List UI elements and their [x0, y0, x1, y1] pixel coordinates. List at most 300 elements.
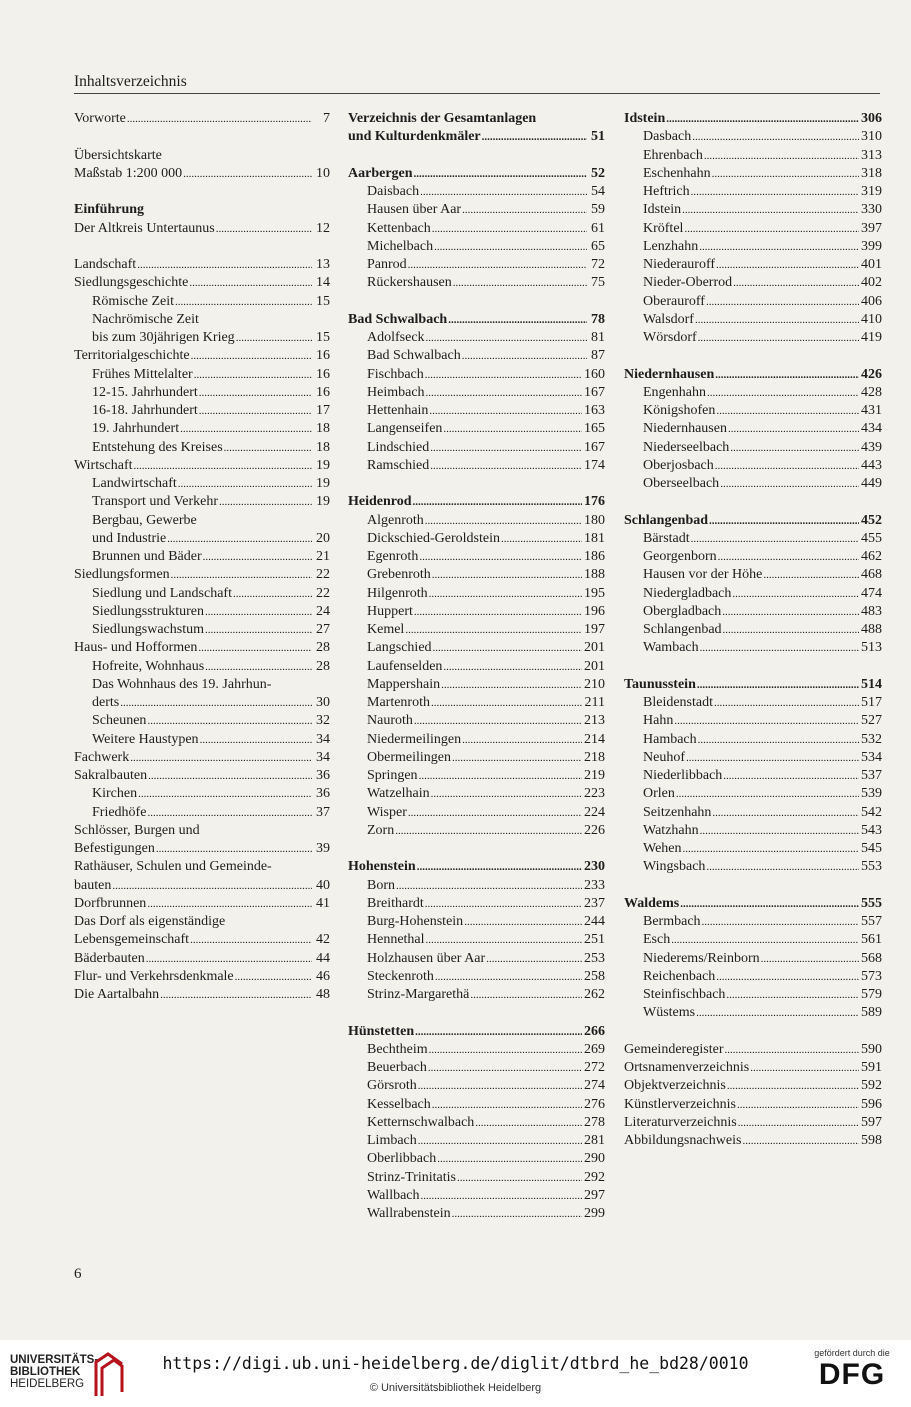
toc-entry-title: Egenroth [367, 549, 419, 564]
toc-entry-page: 201 [584, 658, 605, 674]
toc-dot-leader [190, 931, 312, 949]
toc-entry-title: 16-18. Jahrhundert [92, 403, 198, 418]
toc-entry-page: 402 [861, 275, 882, 291]
toc-entry-title: Dickschied-Geroldstein [367, 530, 500, 546]
toc-entry-page: 561 [861, 932, 882, 948]
toc-dot-leader [727, 1077, 859, 1095]
toc-entry-title: Künstlerverzeichnis [624, 1096, 736, 1112]
toc-entry-page: 406 [861, 293, 882, 309]
toc-entry-title: Gemeinderegister [624, 1041, 724, 1057]
toc-entry-title: Georgenborn [643, 549, 717, 564]
toc-entry-title: Friedhöfe [92, 804, 147, 820]
toc-entry [74, 749, 330, 767]
toc-entry-page: 589 [861, 1005, 882, 1021]
toc-dot-leader [233, 585, 312, 603]
toc-dot-leader [167, 530, 312, 548]
permalink-url[interactable]: https://digi.ub.uni-heidelberg.de/diglit/dtbrd_he_bd28/0010 [162, 1354, 749, 1373]
toc-dot-leader [137, 256, 312, 274]
toc-entry-page: 16 [316, 384, 330, 400]
toc-entry [624, 439, 882, 457]
toc-dot-leader [683, 840, 859, 858]
toc-dot-leader [691, 183, 859, 201]
toc-entry-title: Kemel [367, 622, 405, 637]
toc-entry-title: Niederlibbach [643, 768, 723, 783]
toc-entry [624, 548, 882, 566]
toc-entry-title: Obermeilingen [367, 749, 451, 765]
toc-entry-title: Lebensgemeinschaft [74, 932, 190, 948]
toc-entry-title: Siedlungswachstum [92, 622, 204, 637]
toc-entry [74, 256, 330, 274]
toc-entry-title: Steckenroth [367, 968, 434, 984]
toc-entry-title: Hofreite, Wohnhaus [92, 658, 205, 674]
toc-dot-leader [160, 986, 312, 1004]
toc-dot-leader [706, 293, 859, 311]
toc-entry-page: 41 [316, 895, 330, 911]
toc-dot-leader [418, 1132, 582, 1150]
toc-entry-title: Niedernhausen [624, 366, 715, 382]
toc-entry-title: Lindschied [367, 439, 430, 455]
toc-entry [74, 147, 330, 165]
toc-entry [624, 822, 882, 840]
toc-spacer [348, 1004, 605, 1022]
toc-dot-leader [414, 712, 582, 730]
toc-spacer [348, 840, 605, 858]
toc-entry [74, 439, 330, 457]
toc-entry [348, 785, 605, 803]
toc-entry-title: Wüstems [643, 1005, 696, 1021]
toc-entry-page: 399 [861, 238, 882, 254]
toc-dot-leader [457, 1169, 582, 1187]
toc-entry-title: Waldems [624, 895, 680, 911]
toc-entry-page: 278 [584, 1114, 605, 1130]
toc-entry [348, 238, 605, 256]
toc-entry [624, 858, 882, 876]
toc-entry [348, 1150, 605, 1168]
toc-dot-leader [720, 475, 859, 493]
toc-entry [74, 639, 330, 657]
toc-dot-leader [761, 950, 859, 968]
toc-entry-page: 397 [861, 220, 882, 236]
toc-entry-page: 483 [861, 603, 882, 619]
toc-entry-page: 36 [316, 768, 330, 783]
toc-entry [74, 858, 330, 876]
toc-dot-leader [486, 950, 582, 968]
toc-entry-title: Siedlungsgeschichte [74, 275, 189, 291]
toc-entry-title: Flur- und Verkehrsdenkmale [74, 968, 234, 984]
toc-entry-title: Bad Schwalbach [348, 311, 448, 327]
toc-entry [348, 311, 605, 329]
toc-entry-page: 262 [584, 987, 605, 1002]
toc-entry-page: 210 [584, 676, 605, 692]
toc-entry-page: 223 [584, 786, 605, 802]
toc-entry-page: 276 [584, 1096, 605, 1112]
toc-dot-leader [712, 165, 859, 183]
toc-dot-leader [443, 420, 582, 438]
toc-dot-leader [676, 785, 859, 803]
toc-entry-title: Transport und Verkehr [92, 494, 218, 510]
toc-entry [74, 530, 330, 548]
dfg-logo[interactable] [807, 1348, 897, 1392]
toc-entry [74, 621, 330, 639]
toc-entry-page: 19 [316, 457, 330, 473]
toc-entry [74, 986, 330, 1004]
toc-dot-leader [704, 147, 859, 165]
toc-dot-leader [452, 749, 582, 767]
toc-dot-leader [156, 840, 312, 858]
toc-entry [348, 1114, 605, 1132]
toc-entry [348, 1205, 605, 1223]
toc-dot-leader [674, 712, 859, 730]
toc-dot-leader [219, 493, 312, 511]
toc-entry [74, 895, 330, 913]
toc-entry-page: 532 [861, 731, 882, 747]
dfg-wordmark: DFG [818, 1358, 886, 1391]
toc-entry [74, 785, 330, 803]
toc-entry-page: 188 [584, 567, 605, 583]
toc-dot-leader [692, 128, 859, 146]
toc-dot-leader [432, 1096, 582, 1114]
toc-entry-page: 313 [861, 147, 882, 163]
toc-entry-title: Nauroth [367, 713, 413, 729]
toc-entry-page: 410 [861, 311, 882, 327]
toc-entry-title: Zorn [367, 822, 395, 838]
toc-entry-title: Daisbach [367, 184, 420, 199]
toc-entry-title: Obergladbach [643, 603, 722, 619]
toc-entry-page: 468 [861, 567, 882, 583]
toc-entry-title: Der Altkreis Untertaunus [74, 220, 215, 236]
toc-dot-leader [216, 220, 312, 238]
toc-entry [348, 420, 605, 438]
toc-entry [348, 566, 605, 584]
toc-column-2 [348, 110, 605, 1223]
toc-entry [624, 1077, 882, 1095]
toc-entry-page: 555 [861, 895, 882, 911]
toc-entry [624, 311, 882, 329]
toc-entry-page: 272 [584, 1060, 605, 1075]
toc-entry-title: Hettenhain [367, 403, 429, 418]
toc-entry [348, 731, 605, 749]
toc-entry-page: 527 [861, 713, 882, 729]
toc-entry-title: Königshofen [643, 403, 716, 418]
toc-entry-title: Siedlungsstrukturen [92, 603, 204, 619]
toc-dot-leader [417, 858, 582, 876]
toc-entry-title: Wambach [643, 640, 699, 656]
toc-dot-leader [120, 694, 312, 712]
toc-entry-page: 419 [861, 330, 882, 345]
toc-spacer [624, 877, 882, 895]
toc-entry-page: 21 [316, 549, 330, 564]
toc-dot-leader [199, 402, 312, 420]
toc-column-1 [74, 110, 330, 1004]
toc-entry [74, 840, 330, 858]
toc-entry-title: Rückershausen [367, 275, 452, 291]
toc-entry [624, 530, 882, 548]
toc-entry-title: Wisper [367, 804, 407, 820]
toc-dot-leader [453, 274, 587, 292]
toc-dot-leader [203, 548, 312, 566]
toc-dot-leader [706, 858, 859, 876]
toc-entry-page: 48 [316, 987, 330, 1002]
toc-entry-page: 590 [861, 1041, 882, 1057]
toc-entry-title: Heftrich [643, 184, 690, 199]
toc-entry-page: 44 [316, 950, 330, 966]
toc-entry-title: Wingsbach [643, 859, 706, 875]
toc-entry [624, 566, 882, 584]
toc-entry-title: Kesselbach [367, 1096, 431, 1112]
toc-entry-page: 253 [584, 950, 605, 966]
toc-entry-page: 24 [316, 603, 330, 619]
toc-entry-page: 226 [584, 822, 605, 838]
toc-entry [624, 183, 882, 201]
toc-entry-page: 75 [591, 275, 605, 291]
toc-entry [74, 274, 330, 292]
toc-entry-page: 310 [861, 129, 882, 145]
toc-entry-page: 81 [591, 330, 605, 345]
toc-entry-title: Kirchen [92, 786, 138, 802]
toc-entry-page: 46 [316, 968, 330, 984]
toc-entry-title: Siedlung und Landschaft [92, 585, 232, 601]
toc-entry [74, 712, 330, 730]
toc-entry [74, 913, 330, 931]
toc-dot-leader [696, 1004, 859, 1022]
toc-entry [348, 804, 605, 822]
toc-entry [348, 913, 605, 931]
toc-dot-leader [432, 220, 587, 238]
toc-entry-title: Schlangenbad [624, 512, 709, 528]
toc-dot-leader [413, 493, 582, 511]
toc-entry [348, 767, 605, 785]
toc-entry [348, 548, 605, 566]
toc-dot-leader [697, 676, 859, 694]
toc-entry-title: Laufenselden [367, 658, 443, 674]
toc-dot-leader [205, 603, 312, 621]
toc-entry [624, 968, 882, 986]
toc-entry [624, 621, 882, 639]
toc-dot-leader [224, 439, 312, 457]
toc-entry [624, 1041, 882, 1059]
toc-dot-leader [430, 457, 582, 475]
toc-entry [624, 1059, 882, 1077]
toc-entry-page: 452 [861, 512, 882, 528]
toc-entry-page: 36 [316, 786, 330, 802]
toc-entry-page: 545 [861, 841, 882, 856]
toc-entry-title: Watzhahn [643, 822, 699, 838]
toc-dot-leader [452, 1205, 582, 1223]
toc-spacer [348, 147, 605, 165]
toc-entry-page: 281 [584, 1133, 605, 1148]
toc-entry-title: Idstein [624, 111, 666, 126]
toc-entry-page: 462 [861, 549, 882, 564]
toc-entry-page: 174 [584, 457, 605, 473]
toc-dot-leader [680, 895, 859, 913]
toc-entry-page: 16 [316, 348, 330, 364]
toc-dot-leader [716, 402, 859, 420]
toc-entry-page: 455 [861, 530, 882, 546]
toc-entry-page: 197 [584, 622, 605, 637]
toc-entry-page: 542 [861, 804, 882, 820]
toc-entry [348, 749, 605, 767]
toc-dot-leader [419, 767, 582, 785]
toc-entry-title: Siedlungsformen [74, 567, 170, 583]
toc-entry [74, 493, 330, 511]
toc-entry-page: 18 [316, 439, 330, 455]
toc-entry-title: Territorialgeschichte [74, 348, 190, 364]
toc-dot-leader [200, 731, 312, 749]
toc-dot-leader [191, 347, 312, 365]
toc-entry-page: 537 [861, 768, 882, 783]
toc-entry-page: 269 [584, 1041, 605, 1057]
toc-dot-leader [671, 931, 859, 949]
toc-entry [348, 366, 605, 384]
toc-entry-page: 579 [861, 987, 882, 1002]
toc-entry-title: Ketternschwalbach [367, 1114, 475, 1130]
toc-entry-page: 52 [591, 165, 605, 181]
toc-entry-title: Verzeichnis der Gesamtanlagen [348, 111, 537, 126]
toc-dot-leader [482, 128, 587, 146]
toc-entry-title: Bleidenstadt [643, 695, 713, 710]
toc-entry-page: 34 [316, 749, 330, 765]
toc-entry-page: 513 [861, 640, 882, 656]
toc-dot-leader [414, 165, 587, 183]
toc-entry-page: 28 [316, 640, 330, 656]
toc-entry-title: Fischbach [367, 366, 424, 382]
toc-entry-page: 218 [584, 749, 605, 765]
toc-entry-title: Dasbach [643, 129, 692, 145]
toc-dot-leader [205, 658, 312, 676]
toc-entry-page: 16 [316, 366, 330, 382]
toc-dot-leader [666, 110, 859, 128]
toc-entry [348, 1059, 605, 1077]
toc-dot-leader [462, 731, 582, 749]
toc-entry-title: Neuhof [643, 749, 685, 765]
toc-entry-page: 18 [316, 421, 330, 437]
toc-entry-page: 39 [316, 841, 330, 856]
toc-entry-title: Langschied [367, 640, 432, 656]
toc-entry-page: 443 [861, 457, 882, 473]
toc-entry-title: Görsroth [367, 1078, 417, 1094]
toc-dot-leader [684, 220, 859, 238]
toc-entry-page: 439 [861, 439, 882, 455]
toc-entry [74, 585, 330, 603]
toc-entry [74, 311, 330, 329]
toc-dot-leader [421, 1187, 582, 1205]
toc-entry-page: 330 [861, 202, 882, 218]
toc-dot-leader [434, 238, 587, 256]
toc-dot-leader [235, 968, 312, 986]
toc-entry-page: 20 [316, 530, 330, 546]
toc-entry [348, 439, 605, 457]
toc-dot-leader [426, 384, 582, 402]
toc-entry [74, 366, 330, 384]
toc-entry-page: 196 [584, 603, 605, 619]
toc-entry-page: 10 [316, 165, 330, 181]
toc-dot-leader [501, 530, 582, 548]
toc-entry-title: Michelbach [367, 238, 434, 254]
toc-entry-title: Huppert [367, 603, 413, 619]
toc-entry [74, 731, 330, 749]
toc-entry [624, 712, 882, 730]
toc-entry-page: 180 [584, 512, 605, 528]
toc-entry-page: 557 [861, 914, 882, 929]
toc-entry-page: 474 [861, 585, 882, 601]
toc-entry-page: 214 [584, 731, 605, 747]
toc-entry [348, 530, 605, 548]
toc-spacer [74, 238, 330, 256]
toc-entry-page: 165 [584, 421, 605, 437]
toc-entry-title: Nachrömische Zeit [92, 311, 199, 327]
toc-entry-title: Fachwerk [74, 749, 130, 765]
toc-entry-title: 12-15. Jahrhundert [92, 384, 198, 400]
toc-entry-title: Adolfseck [367, 330, 425, 345]
toc-entry [348, 676, 605, 694]
toc-entry-title: Nieder-Oberrod [643, 275, 733, 291]
toc-entry [624, 165, 882, 183]
toc-entry [74, 402, 330, 420]
toc-entry-title: Das Dorf als eigenständige [74, 914, 226, 929]
toc-column-3 [624, 110, 882, 1150]
toc-entry-title: Aarbergen [348, 165, 413, 181]
toc-entry-title: Oberauroff [643, 293, 705, 309]
toc-entry-page: 163 [584, 403, 605, 418]
toc-entry-title: Schlangenbad [643, 622, 722, 637]
toc-dot-leader [686, 749, 859, 767]
toc-entry-page: 22 [316, 567, 330, 583]
toc-dot-leader [146, 950, 312, 968]
toc-dot-leader [147, 895, 312, 913]
toc-dot-leader [138, 785, 312, 803]
toc-entry-page: 230 [584, 859, 605, 875]
toc-entry-title: Hambach [643, 731, 697, 747]
toc-entry [74, 603, 330, 621]
toc-entry [74, 457, 330, 475]
toc-entry [348, 658, 605, 676]
toc-entry-title: Schlösser, Burgen und [74, 822, 200, 838]
toc-entry-title: und Industrie [92, 530, 167, 546]
page-title: Inhaltsverzeichnis [74, 73, 187, 90]
toc-entry [348, 493, 605, 511]
toc-entry-page: 306 [861, 111, 882, 126]
toc-dot-leader [732, 585, 859, 603]
toc-entry-page: 22 [316, 585, 330, 601]
toc-entry [348, 220, 605, 238]
toc-entry [624, 220, 882, 238]
toc-entry [348, 968, 605, 986]
toc-entry [624, 1004, 882, 1022]
toc-dot-leader [715, 457, 859, 475]
toc-entry-page: 160 [584, 366, 605, 382]
toc-entry-title: Einführung [74, 202, 145, 218]
toc-entry [624, 147, 882, 165]
toc-dot-leader [726, 986, 859, 1004]
toc-entry [624, 1132, 882, 1150]
toc-entry-page: 181 [584, 530, 605, 546]
toc-entry-title: Wirtschaft [74, 457, 133, 473]
toc-entry-title: Engenhahn [643, 384, 706, 400]
toc-entry-page: 19 [316, 476, 330, 491]
toc-entry-page: 195 [584, 585, 605, 601]
toc-dot-leader [725, 1041, 859, 1059]
toc-entry [74, 347, 330, 365]
toc-entry [74, 293, 330, 311]
toc-entry-title: bis zum 30jährigen Krieg [92, 330, 235, 345]
toc-entry-title: Rathäuser, Schulen und Gemeinde- [74, 859, 272, 875]
toc-dot-leader [738, 1114, 859, 1132]
toc-entry-page: 219 [584, 768, 605, 783]
toc-entry-title: Wallbach [367, 1187, 420, 1203]
toc-entry-title: Esch [643, 932, 671, 948]
toc-entry [348, 128, 605, 146]
toc-entry [348, 384, 605, 402]
